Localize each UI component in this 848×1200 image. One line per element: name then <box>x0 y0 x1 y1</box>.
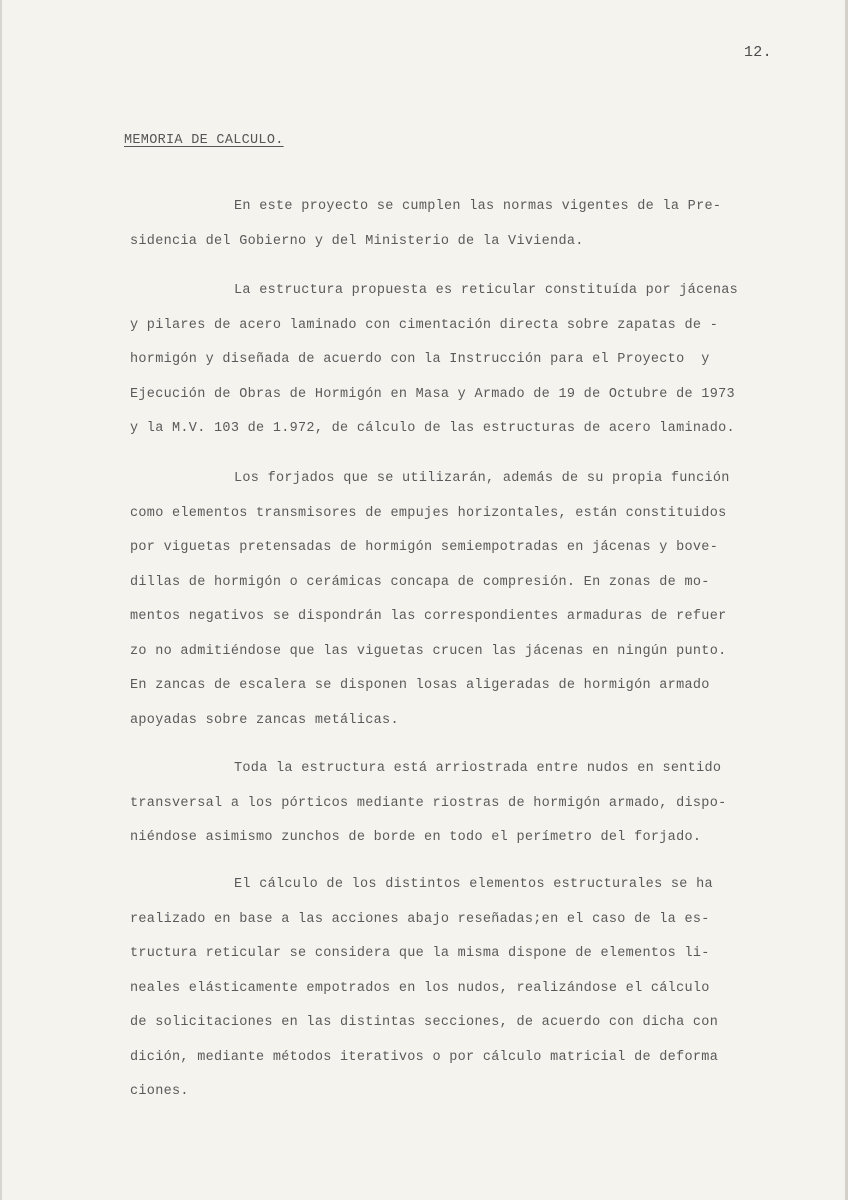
text-line: niéndose asimismo zunchos de borde en todo el perímetro del forjado. <box>130 830 702 845</box>
text-line: sidencia del Gobierno y del Ministerio de la Vivienda. <box>130 233 584 249</box>
text-line: dición, mediante métodos iterativos o por cálculo matricial de deforma <box>130 1049 719 1065</box>
paragraph-4 <box>130 752 770 856</box>
paragraph-3 <box>130 462 770 738</box>
text-line: y pilares de acero laminado con cimentación directa sobre zapatas de - <box>130 317 719 333</box>
text-line: Toda la estructura está arriostrada entre nudos en sentido <box>234 761 722 776</box>
section-heading: MEMORIA DE CALCULO. <box>124 133 284 148</box>
text-line: mentos negativos se dispondrán las correspondientes armaduras de refuer <box>130 609 727 624</box>
page-number: 12. <box>744 44 772 61</box>
text-line: Ejecución de Obras de Hormigón en Masa y Armado de 19 de Octubre de 1973 <box>130 386 735 402</box>
text-line: de solicitaciones en las distintas secciones, de acuerdo con dicha con <box>130 1015 719 1030</box>
text-line: Los forjados que se utilizarán, además de su propia función <box>234 471 730 486</box>
text-line: como elementos transmisores de empujes horizontales, están constituidos <box>130 505 727 521</box>
text-line: hormigón y diseñada de acuerdo con la Instrucción para el Proyecto y <box>130 352 710 367</box>
text-line: zo no admitiéndose que las viguetas crucen las jácenas en ningún punto. <box>130 643 727 659</box>
text-line: realizado en base a las acciones abajo reseñadas;en el caso de la es- <box>130 911 710 927</box>
text-line: neales elásticamente empotrados en los nudos, realizándose el cálculo <box>130 980 710 996</box>
text-line: tructura reticular se considera que la misma dispone de elementos li- <box>130 946 710 961</box>
text-line: En zancas de escalera se disponen losas aligeradas de hormigón armado <box>130 678 710 693</box>
text-line: por viguetas pretensadas de hormigón semiempotradas en jácenas y bove- <box>130 540 719 555</box>
text-line: En este proyecto se cumplen las normas vigentes de la Pre- <box>234 199 722 214</box>
text-line: apoyadas sobre zancas metálicas. <box>130 712 399 728</box>
text-line: ciones. <box>130 1084 189 1099</box>
text-line: y la M.V. 103 de 1.972, de cálculo de las estructuras de acero laminado. <box>130 421 735 436</box>
text-line: La estructura propuesta es reticular constituída por jácenas <box>234 283 739 298</box>
text-line: El cálculo de los distintos elementos estructurales se ha <box>234 877 713 892</box>
text-line: dillas de hormigón o cerámicas concapa de compresión. En zonas de mo- <box>130 574 710 590</box>
paragraph-5 <box>130 868 770 1110</box>
text-line: transversal a los pórticos mediante riostras de hormigón armado, dispo- <box>130 795 727 811</box>
paragraph-1 <box>130 190 770 259</box>
paragraph-2 <box>130 274 770 447</box>
